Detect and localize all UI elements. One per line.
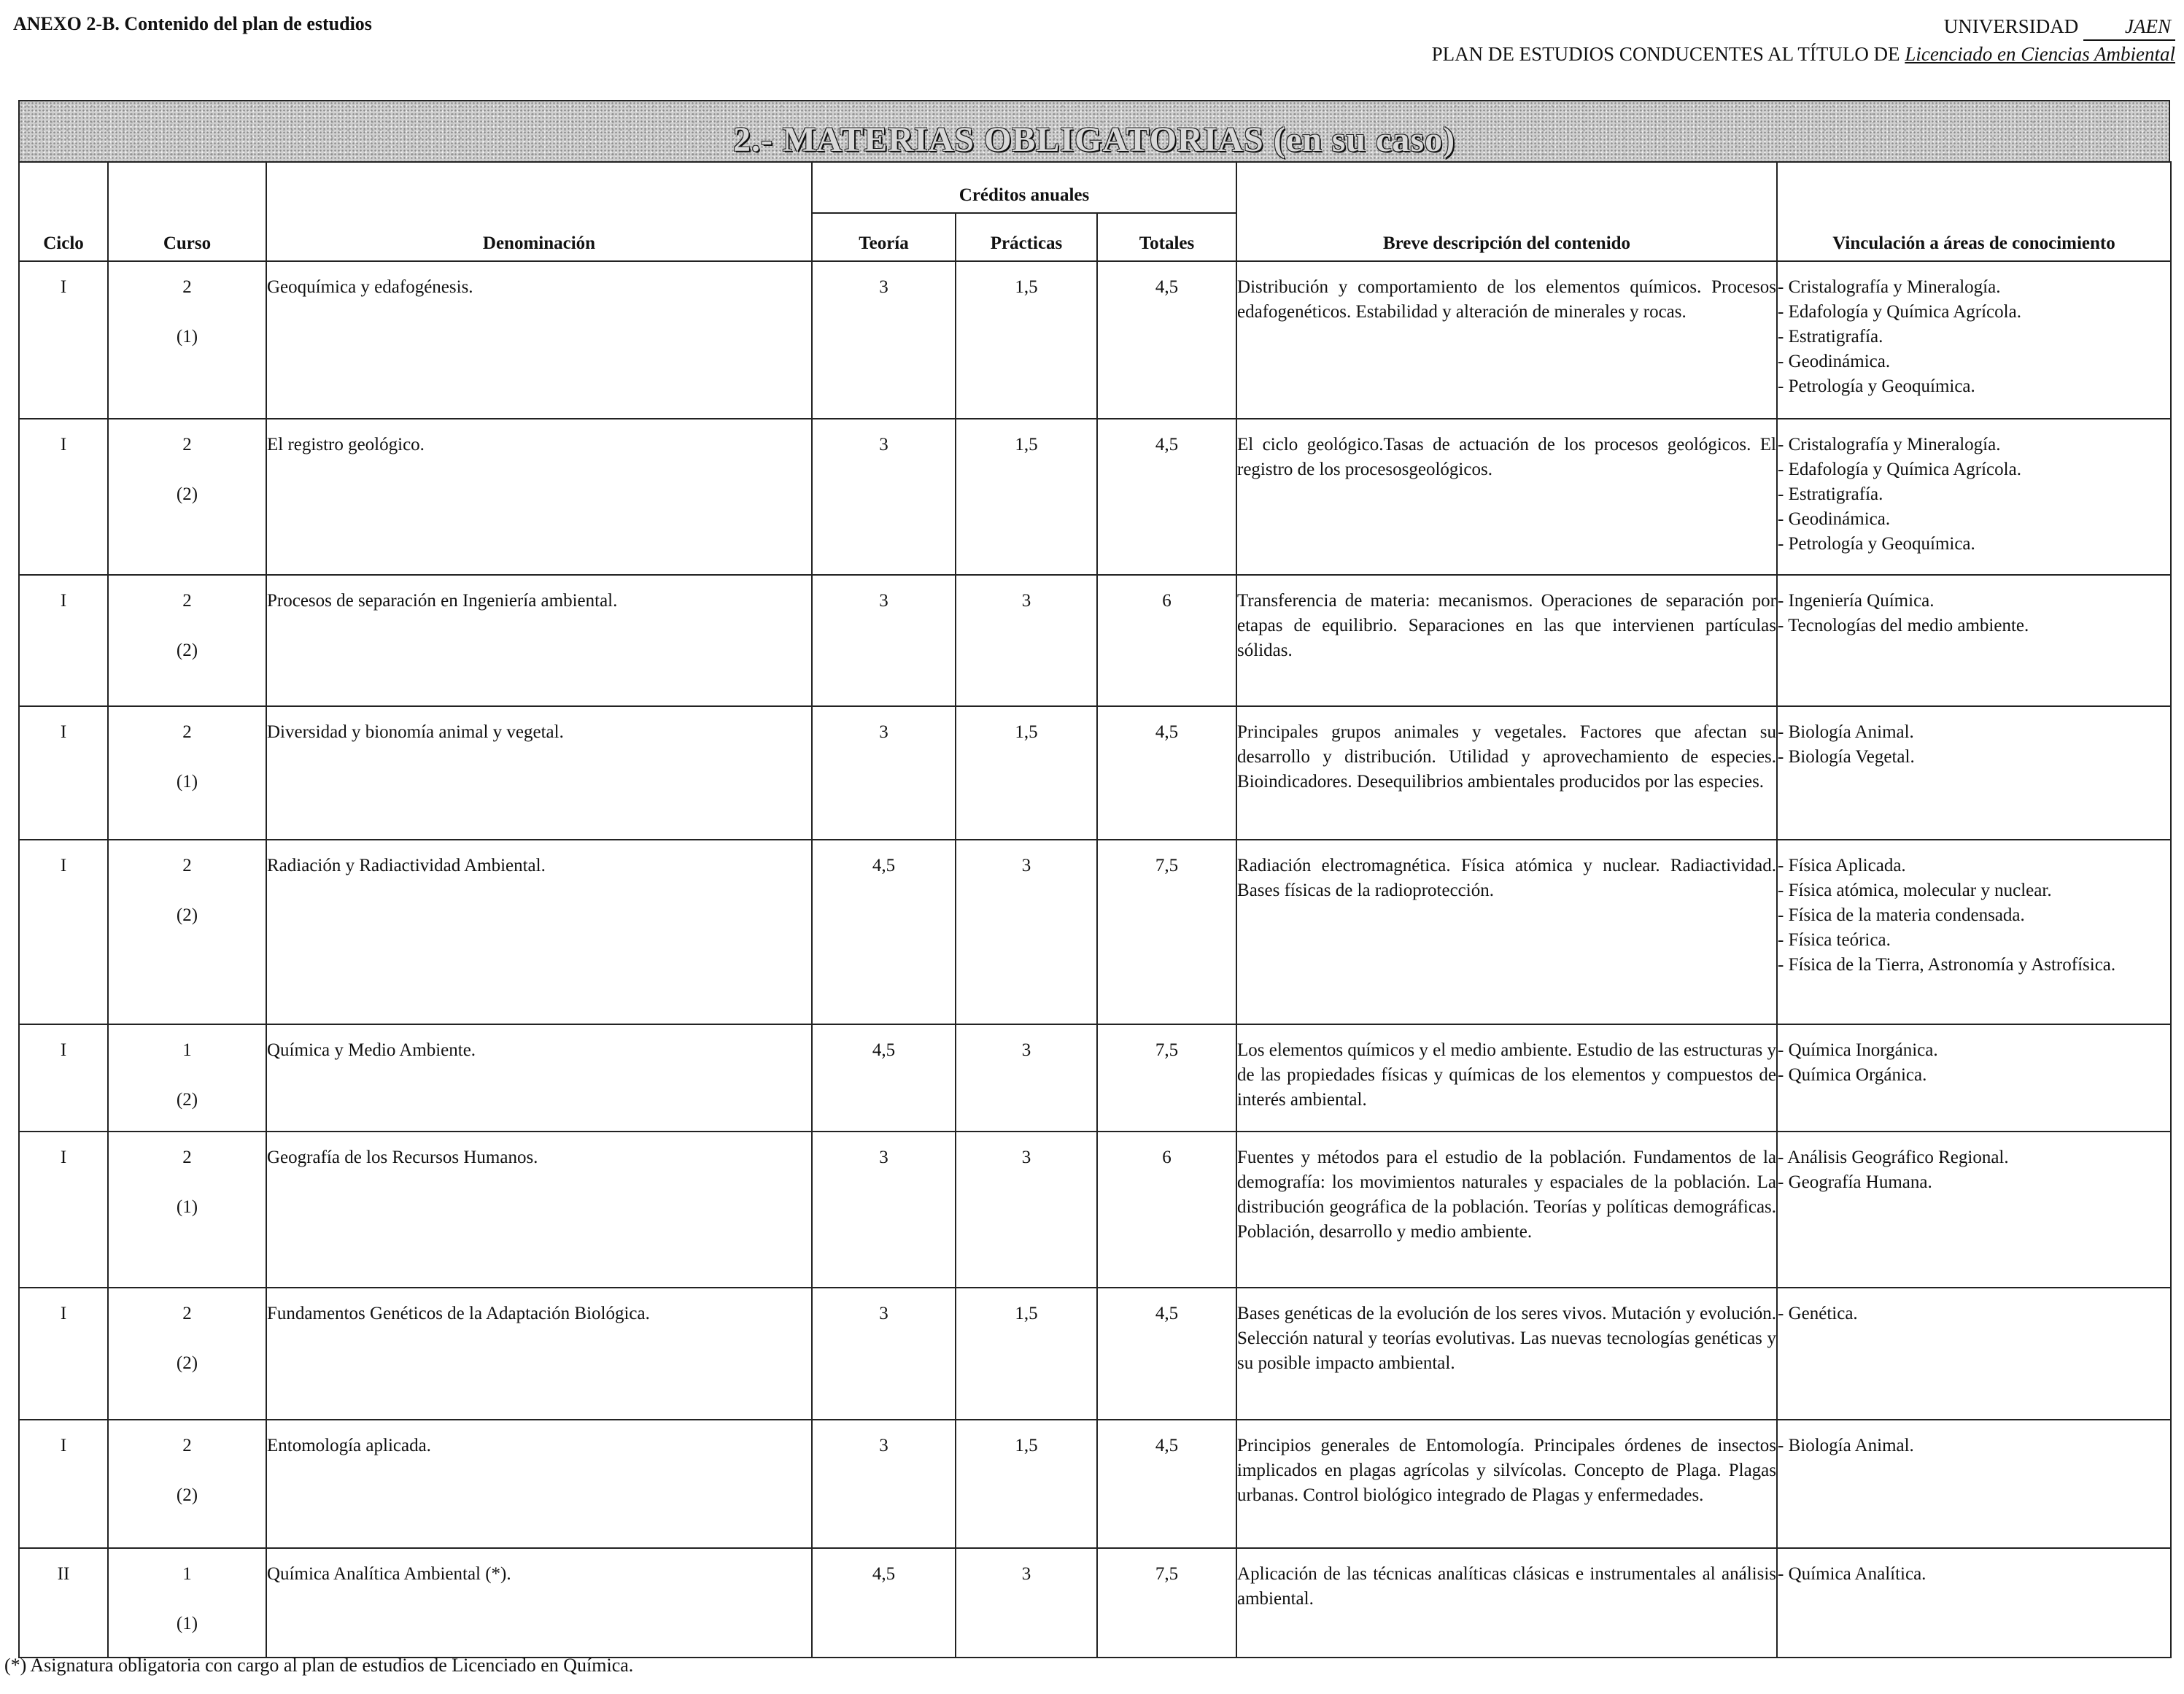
table-row [19,261,2171,419]
descripcion-cell: Fuentes y métodos para el estudio de la población. Fundamentos de la demografía: los movimientos naturales y espaciales de la población. La distribución geográfica de la población. Teorías y políticas demográficas. Población, desarrollo y medio ambiente. [1236,1132,1777,1288]
teoria-cell: 4,5 [812,1548,956,1658]
totales-cell: 6 [1097,1132,1236,1288]
curso-value: 2 [182,722,192,742]
area-item: - Petrología y Geoquímica. [1778,376,1975,396]
descripcion-cell: Transferencia de materia: mecanismos. Operaciones de separación por etapas de equilibrio. Separaciones en las que intervienen partículas sólidas. [1236,575,1777,706]
area-item: - Biología Animal. [1778,1436,1914,1455]
teoria-cell: 4,5 [812,840,956,1024]
descripcion-cell: Distribución y comportamiento de los elementos químicos. Procesos edafogenéticos. Estabilidad y alteración de minerales y rocas. [1236,261,1777,419]
descripcion-cell: Principales grupos animales y vegetales. Factores que afectan su desarrollo y distribución. Utilidad y aprovechamiento de especies. Bioindicadores. Desequilibrios ambientales producidos por las especies. [1236,706,1777,840]
semester-value: (2) [176,1485,198,1505]
teoria-cell: 3 [812,1132,956,1288]
descripcion-cell: Principios generales de Entomología. Principales órdenes de insectos implicados en plagas agrícolas y silvícolas. Concepto de Plaga. Plagas urbanas. Control biológico integrado de Plagas y enfermedades. [1236,1420,1777,1548]
col-ciclo: Ciclo [19,162,108,261]
areas-cell [1777,261,2171,419]
col-practicas: Prácticas [956,213,1097,261]
denominacion-cell: Radiación y Radiactividad Ambiental. [266,840,812,1024]
section-banner [18,100,2170,163]
areas-cell [1777,575,2171,706]
practicas-cell: 1,5 [956,706,1097,840]
university-line [1432,13,2175,41]
area-item: - Cristalografía y Mineralogía. [1778,435,2001,455]
area-item: - Geografía Humana. [1778,1172,1932,1192]
teoria-cell: 3 [812,706,956,840]
semester-value: (1) [176,1614,198,1633]
semester-value: (2) [176,905,198,925]
table-row [19,1420,2171,1548]
area-item: - Petrología y Geoquímica. [1778,534,1975,554]
plan-line [1432,41,2175,67]
ciclo-cell: I [19,1420,108,1548]
col-totales: Totales [1097,213,1236,261]
curso-value: 2 [182,856,192,875]
area-item: - Física teórica. [1778,930,1891,950]
table-row [19,1132,2171,1288]
ciclo-cell: I [19,575,108,706]
teoria-cell: 3 [812,575,956,706]
semester-value: (2) [176,484,198,504]
ciclo-cell: I [19,840,108,1024]
curso-cell [108,1288,266,1420]
practicas-cell: 3 [956,840,1097,1024]
area-item: - Ingeniería Química. [1778,591,1935,611]
denominacion-cell: Fundamentos Genéticos de la Adaptación Biológica. [266,1288,812,1420]
curso-cell [108,261,266,419]
degree-title: Licenciado en Ciencias Ambiental [1905,43,2175,65]
curso-cell [108,1024,266,1132]
table-row [19,1024,2171,1132]
teoria-cell: 3 [812,261,956,419]
denominacion-cell: Geoquímica y edafogénesis. [266,261,812,419]
table-row [19,840,2171,1024]
ciclo-cell: II [19,1548,108,1658]
curso-value: 2 [182,591,192,611]
practicas-cell: 3 [956,1132,1097,1288]
courses-table [18,161,2172,1658]
curso-value: 2 [182,277,192,297]
totales-cell: 4,5 [1097,419,1236,575]
curso-cell [108,1420,266,1548]
area-item: - Física de la materia condensada. [1778,905,2025,925]
totales-cell: 7,5 [1097,840,1236,1024]
curso-cell [108,419,266,575]
ciclo-cell: I [19,1288,108,1420]
totales-cell: 4,5 [1097,1288,1236,1420]
semester-value: (2) [176,1353,198,1373]
denominacion-cell: Procesos de separación en Ingeniería ambiental. [266,575,812,706]
table-row [19,575,2171,706]
document-header [1432,13,2175,67]
areas-cell [1777,1132,2171,1288]
totales-cell: 4,5 [1097,706,1236,840]
col-denominacion: Denominación [266,162,812,261]
denominacion-cell: Geografía de los Recursos Humanos. [266,1132,812,1288]
areas-cell [1777,419,2171,575]
practicas-cell: 1,5 [956,1288,1097,1420]
teoria-cell: 3 [812,1288,956,1420]
descripcion-cell: Radiación electromagnética. Física atómica y nuclear. Radiactividad. Bases físicas de la radioprotección. [1236,840,1777,1024]
teoria-cell: 3 [812,1420,956,1548]
col-descripcion: Breve descripción del contenido [1236,162,1777,261]
semester-value: (1) [176,1197,198,1217]
area-item: - Biología Vegetal. [1778,747,1915,767]
area-item: - Geodinámica. [1778,352,1891,371]
col-vinculacion: Vinculación a áreas de conocimiento [1777,162,2171,261]
areas-cell [1777,1548,2171,1658]
table-row [19,706,2171,840]
ciclo-cell: I [19,1132,108,1288]
denominacion-cell: Química y Medio Ambiente. [266,1024,812,1132]
annex-heading: ANEXO 2-B. Contenido del plan de estudios [13,13,372,34]
curso-cell [108,1132,266,1288]
curso-value: 1 [182,1564,192,1584]
university-name: JAEN [2083,13,2175,41]
area-item: - Física atómica, molecular y nuclear. [1778,881,2052,900]
area-item: - Geodinámica. [1778,509,1891,529]
area-item: - Edafología y Química Agrícola. [1778,302,2021,322]
table-row [19,1288,2171,1420]
plan-label: PLAN DE ESTUDIOS CONDUCENTES AL TÍTULO DE [1431,43,1900,65]
area-item: - Estratigrafía. [1778,327,1883,347]
col-creditos: Créditos anuales [812,162,1236,213]
teoria-cell: 4,5 [812,1024,956,1132]
denominacion-cell: Entomología aplicada. [266,1420,812,1548]
semester-value: (1) [176,327,198,347]
area-item: - Física de la Tierra, Astronomía y Astrofísica. [1778,955,2116,975]
curso-cell [108,575,266,706]
curso-cell [108,1548,266,1658]
section-title: 2.- MATERIAS OBLIGATORIAS (en su caso) [732,120,1456,159]
practicas-cell: 1,5 [956,419,1097,575]
denominacion-cell: El registro geológico. [266,419,812,575]
table-row [19,1548,2171,1658]
practicas-cell: 3 [956,1548,1097,1658]
descripcion-cell: Los elementos químicos y el medio ambiente. Estudio de las estructuras y de las propiedades físicas y químicas de los elementos y compuestos de interés ambiental. [1236,1024,1777,1132]
area-item: - Química Analítica. [1778,1564,1927,1584]
denominacion-cell: Diversidad y bionomía animal y vegetal. [266,706,812,840]
area-item: - Análisis Geográfico Regional. [1778,1148,2009,1167]
ciclo-cell: I [19,1024,108,1132]
totales-cell: 6 [1097,575,1236,706]
col-curso: Curso [108,162,266,261]
area-item: - Tecnologías del medio ambiente. [1778,616,2029,635]
curso-cell [108,706,266,840]
areas-cell [1777,1420,2171,1548]
descripcion-cell: El ciclo geológico.Tasas de actuación de los procesos geológicos. El registro de los procesosgeológicos. [1236,419,1777,575]
semester-value: (1) [176,772,198,792]
table-body [19,261,2171,1658]
area-item: - Física Aplicada. [1778,856,1906,875]
col-teoria: Teoría [812,213,956,261]
denominacion-cell: Química Analítica Ambiental (*). [266,1548,812,1658]
table-row [19,419,2171,575]
practicas-cell: 1,5 [956,1420,1097,1548]
descripcion-cell: Bases genéticas de la evolución de los seres vivos. Mutación y evolución. Selección natural y teorías evolutivas. Las nuevas tecnologías genéticas y su posible impacto ambiental. [1236,1288,1777,1420]
practicas-cell: 3 [956,575,1097,706]
semester-value: (2) [176,1090,198,1110]
area-item: - Genética. [1778,1304,1858,1323]
curso-value: 2 [182,1304,192,1323]
ciclo-cell: I [19,706,108,840]
totales-cell: 4,5 [1097,1420,1236,1548]
descripcion-cell: Aplicación de las técnicas analíticas clásicas e instrumentales al análisis ambiental. [1236,1548,1777,1658]
ciclo-cell: I [19,419,108,575]
totales-cell: 7,5 [1097,1024,1236,1132]
curso-cell [108,840,266,1024]
area-item: - Edafología y Química Agrícola. [1778,460,2021,479]
practicas-cell: 1,5 [956,261,1097,419]
area-item: - Química Inorgánica. [1778,1040,1938,1060]
areas-cell [1777,1288,2171,1420]
area-item: - Química Orgánica. [1778,1065,1927,1085]
area-item: - Estratigrafía. [1778,484,1883,504]
curso-value: 1 [182,1040,192,1060]
areas-cell [1777,1024,2171,1132]
areas-cell [1777,706,2171,840]
curso-value: 2 [182,1148,192,1167]
semester-value: (2) [176,641,198,660]
area-item: - Cristalografía y Mineralogía. [1778,277,2001,297]
practicas-cell: 3 [956,1024,1097,1132]
curso-value: 2 [182,435,192,455]
area-item: - Biología Animal. [1778,722,1914,742]
areas-cell [1777,840,2171,1024]
totales-cell: 7,5 [1097,1548,1236,1658]
totales-cell: 4,5 [1097,261,1236,419]
curso-value: 2 [182,1436,192,1455]
teoria-cell: 3 [812,419,956,575]
university-label: UNIVERSIDAD [1943,15,2079,37]
ciclo-cell: I [19,261,108,419]
footnote: (*) Asignatura obligatoria con cargo al plan de estudios de Licenciado en Química. [4,1655,634,1676]
